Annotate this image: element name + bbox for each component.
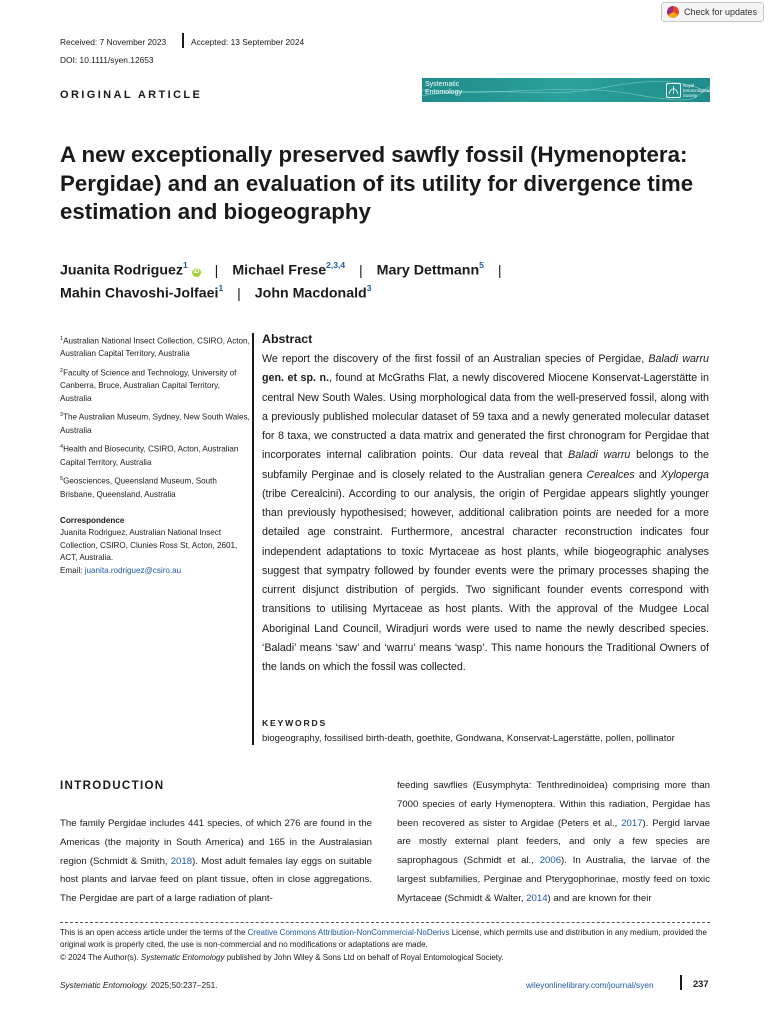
author-affiliation-sup[interactable]: 1: [218, 283, 224, 293]
citation-link[interactable]: 2017: [621, 817, 643, 829]
correspondence-body: Juanita Rodriguez, Australian National Insect Collection, CSIRO, Clunies Ross St, Acton, 2601, ACT, Australia. Email: juanita.rodriguez@csiro.au: [60, 528, 238, 575]
author-list-line-1: [60, 261, 512, 279]
author-affiliation-sup[interactable]: 2,3,4: [326, 260, 346, 270]
meta-divider: [182, 33, 184, 48]
introduction-heading: INTRODUCTION: [60, 779, 165, 792]
keywords-label: KEYWORDS: [262, 718, 328, 728]
doi: DOI: 10.1111/syen.12653: [60, 55, 154, 65]
affiliation-item: $^1$Australian National Insect Collection, CSIRO, Acton, Australian Capital Territory, Australia: [60, 336, 250, 359]
author-affiliation-sup[interactable]: 1: [182, 260, 188, 270]
footer-divider: [60, 922, 710, 923]
license-note: This is an open access article under the terms of the Creative Commons Attribution-NonCommercial-NoDerivs License, which permits use and distribution in any medium, provided the original work is properly cited, the use is non-commercial and no modifications or adaptations are made. © 2024 The Author(s). Systematic Entomology published by John Wiley & Sons Ltd on behalf of Royal Entomological Society.: [60, 928, 707, 962]
author-list-line-2: [60, 284, 371, 302]
accepted-date: Accepted: 13 September 2024: [191, 37, 305, 47]
author-name[interactable]: Mary Dettmann: [376, 262, 480, 279]
author-separator: |: [359, 262, 363, 279]
crossmark-icon: [667, 6, 679, 18]
keywords-list: biogeography, fossilised birth-death, goethite, Gondwana, Konservat-Lagerstätte, pollen, pollinator: [262, 733, 675, 744]
article-type: ORIGINAL ARTICLE: [60, 89, 203, 101]
citation-link[interactable]: 2014: [526, 892, 548, 904]
footer-page-divider: [680, 975, 682, 990]
check-for-updates-button[interactable]: [661, 2, 764, 22]
footer-citation: Systematic Entomology. 2025;50:237–251.: [60, 980, 218, 990]
author-name[interactable]: Michael Frese: [232, 262, 327, 279]
author-name[interactable]: Mahin Chavoshi-Jolfaei: [60, 285, 219, 302]
author-name[interactable]: Juanita Rodriguez: [60, 262, 183, 279]
author-separator: |: [214, 262, 219, 279]
citation-link[interactable]: 2006: [539, 855, 562, 866]
correspondence-email-link[interactable]: juanita.rodriguez@csiro.au: [84, 565, 182, 575]
correspondence-heading: Correspondence: [60, 515, 125, 525]
license-link[interactable]: Creative Commons Attribution-NonCommercial-NoDerivs: [247, 928, 450, 937]
affiliation-item: $^4$Health and Biosecurity, CSIRO, Acton, Australian Capital Territory, Australia: [60, 444, 239, 467]
society-name: Royal Entomological Society: [683, 83, 710, 98]
author-separator: |: [497, 262, 502, 279]
abstract-body: We report the discovery of the first fossil of an Australian species of Pergidae, Baladi warru gen. et sp. n., found at McGraths Flat, a newly discovered Miocene Konservat-Lagerstätte in central New South Wales. Using morphological data from the well-preserved fossil, along with a previously published molecular dataset of 59 taxa and a newly generated molecular dataset for 8 taxa, we constructed a data matrix and generated the first chronogram for Pergidae that incorporates internal calibration points. Our data reveal that Baladi warru belongs to the subfamily Perginae and is closely related to the Australian genera Cerealces and Xyloperga (tribe Cerealcini). According to our analysis, the origin of Pergidae appears slightly younger than previously hypothesised; however, additional calibration points are needed for a more detailed age constraint. Furthermore, ancestral character reconstruction indicates four independent adaptations to toxic Myrtaceae as host plants, while biogeographic analyses suggest that sympatry followed by founder events were the primary processes shaping the current disjunct distribution of pergids. Two significant founder events correspond with transitions to utilising Myrtaceae as host plants. With the approval of the Mudgee Local Aboriginal Land Council, Wiradjuri words were used to name the newly described species. ‘Baladi’ means ‘saw’ and ‘warru’ means ‘wasp’. This name honours the Traditional Owners of the lands on which the fossil was collected.: [262, 353, 710, 673]
check-for-updates-label: Check for updates: [683, 7, 757, 17]
affiliations: [60, 333, 250, 577]
abstract-heading: Abstract: [262, 332, 313, 346]
affiliation-item: $^3$The Australian Museum, Sydney, New South Wales, Australia: [60, 412, 250, 435]
journal-url-link[interactable]: wileyonlinelibrary.com/journal/syen: [526, 980, 654, 990]
introduction-left-column: The family Pergidae includes 441 species, of which 276 are found in the Americas (the majority in South America) and 165 in the Australasian region (Schmidt & Smith, 2018). Most adult females lay eggs on suitable host plants and larvae feed on plant tissue, often in close aggregations. The Pergidae are part of a large radiation of plant-: [60, 818, 372, 904]
introduction-right-column: feeding sawflies (Eusymphyta: Tenthredinoidea) comprising more than 7000 species of early Hymenoptera. Within this radiation, Pergidae has been recovered as sister to Argidae (Peters et al., 2017). Pergid larvae are mostly external plant feeders, and only a few species are saprophagous (Schmidt et al., 2006). In Australia, the larvae of the largest subfamilies, Perginae and Pterygophorinae, mostly feed on toxic Myrtaceae (Schmidt & Walter, 2014) and are known for their: [397, 780, 710, 904]
received-date: Received: 7 November 2023: [60, 37, 167, 47]
journal-name: Systematic Entomology: [425, 81, 462, 96]
author-name[interactable]: John Macdonald: [254, 285, 367, 302]
page-number: 237: [693, 979, 709, 989]
affiliation-item: $^5$Geosciences, Queensland Museum, South Brisbane, Queensland, Australia: [60, 476, 217, 499]
journal-banner[interactable]: [422, 78, 710, 102]
orcid-icon[interactable]: iD: [193, 268, 200, 275]
abstract-rule: [252, 333, 254, 745]
author-separator: |: [237, 285, 241, 302]
article-title: A new exceptionally preserved sawfly fossil (Hymenoptera: Pergidae) and an evaluation of its utility for divergence time estimation and biogeography: [60, 142, 694, 225]
author-affiliation-sup[interactable]: 3: [366, 283, 372, 293]
citation-link[interactable]: 2018: [170, 855, 193, 867]
society-logo-icon: [666, 83, 681, 98]
author-affiliation-sup[interactable]: 5: [479, 260, 484, 270]
affiliation-item: $^2$Faculty of Science and Technology, University of Canberra, Bruce, Australian Capital Territory, Australia: [60, 368, 237, 403]
